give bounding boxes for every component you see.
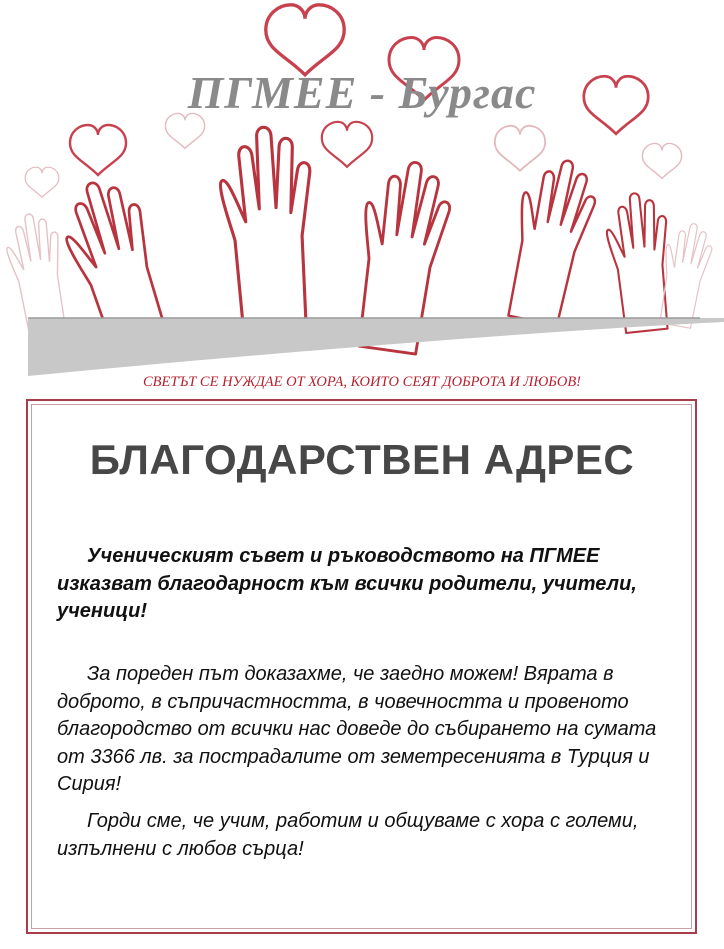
heart-icon (25, 167, 59, 197)
paragraph-pride: Горди сме, че учим, работим и общуваме с хора с големи, изпълнени с любов сърца! (57, 810, 639, 860)
heart-icon (266, 5, 344, 75)
heart-icon (642, 143, 681, 178)
raised-hand-icon (217, 124, 321, 337)
heart-icon (495, 126, 545, 171)
raised-hand-icon (498, 153, 602, 328)
document-title: БЛАГОДАРСТВЕН АДРЕС (89, 436, 635, 483)
hands-and-hearts-illustration (0, 0, 724, 380)
paragraph-gratitude: Ученическият съвет и ръководството на ПГМЕЕ изказват благодарност към всички родители, учители, ученици! (57, 545, 637, 622)
paragraph-donation: За пореден път доказахме, че заедно можем! Вярата в доброто, в съпричастността, в човечността и провеното благородство от всички нас доведе до събирането на сумата от 3366 лв. за пострадалите от земетресенията в Турция и Сирия! (57, 663, 657, 795)
hero-illustration (0, 0, 724, 380)
motto: СВЕТЪТ СЕ НУЖДАЕ ОТ ХОРА, КОИТО СЕЯТ ДОБРОТА И ЛЮБОВ! (142, 374, 582, 390)
heart-icon (322, 122, 372, 167)
heart-icon (70, 125, 126, 175)
school-title: ПГМЕЕ - Бургас (187, 67, 537, 118)
